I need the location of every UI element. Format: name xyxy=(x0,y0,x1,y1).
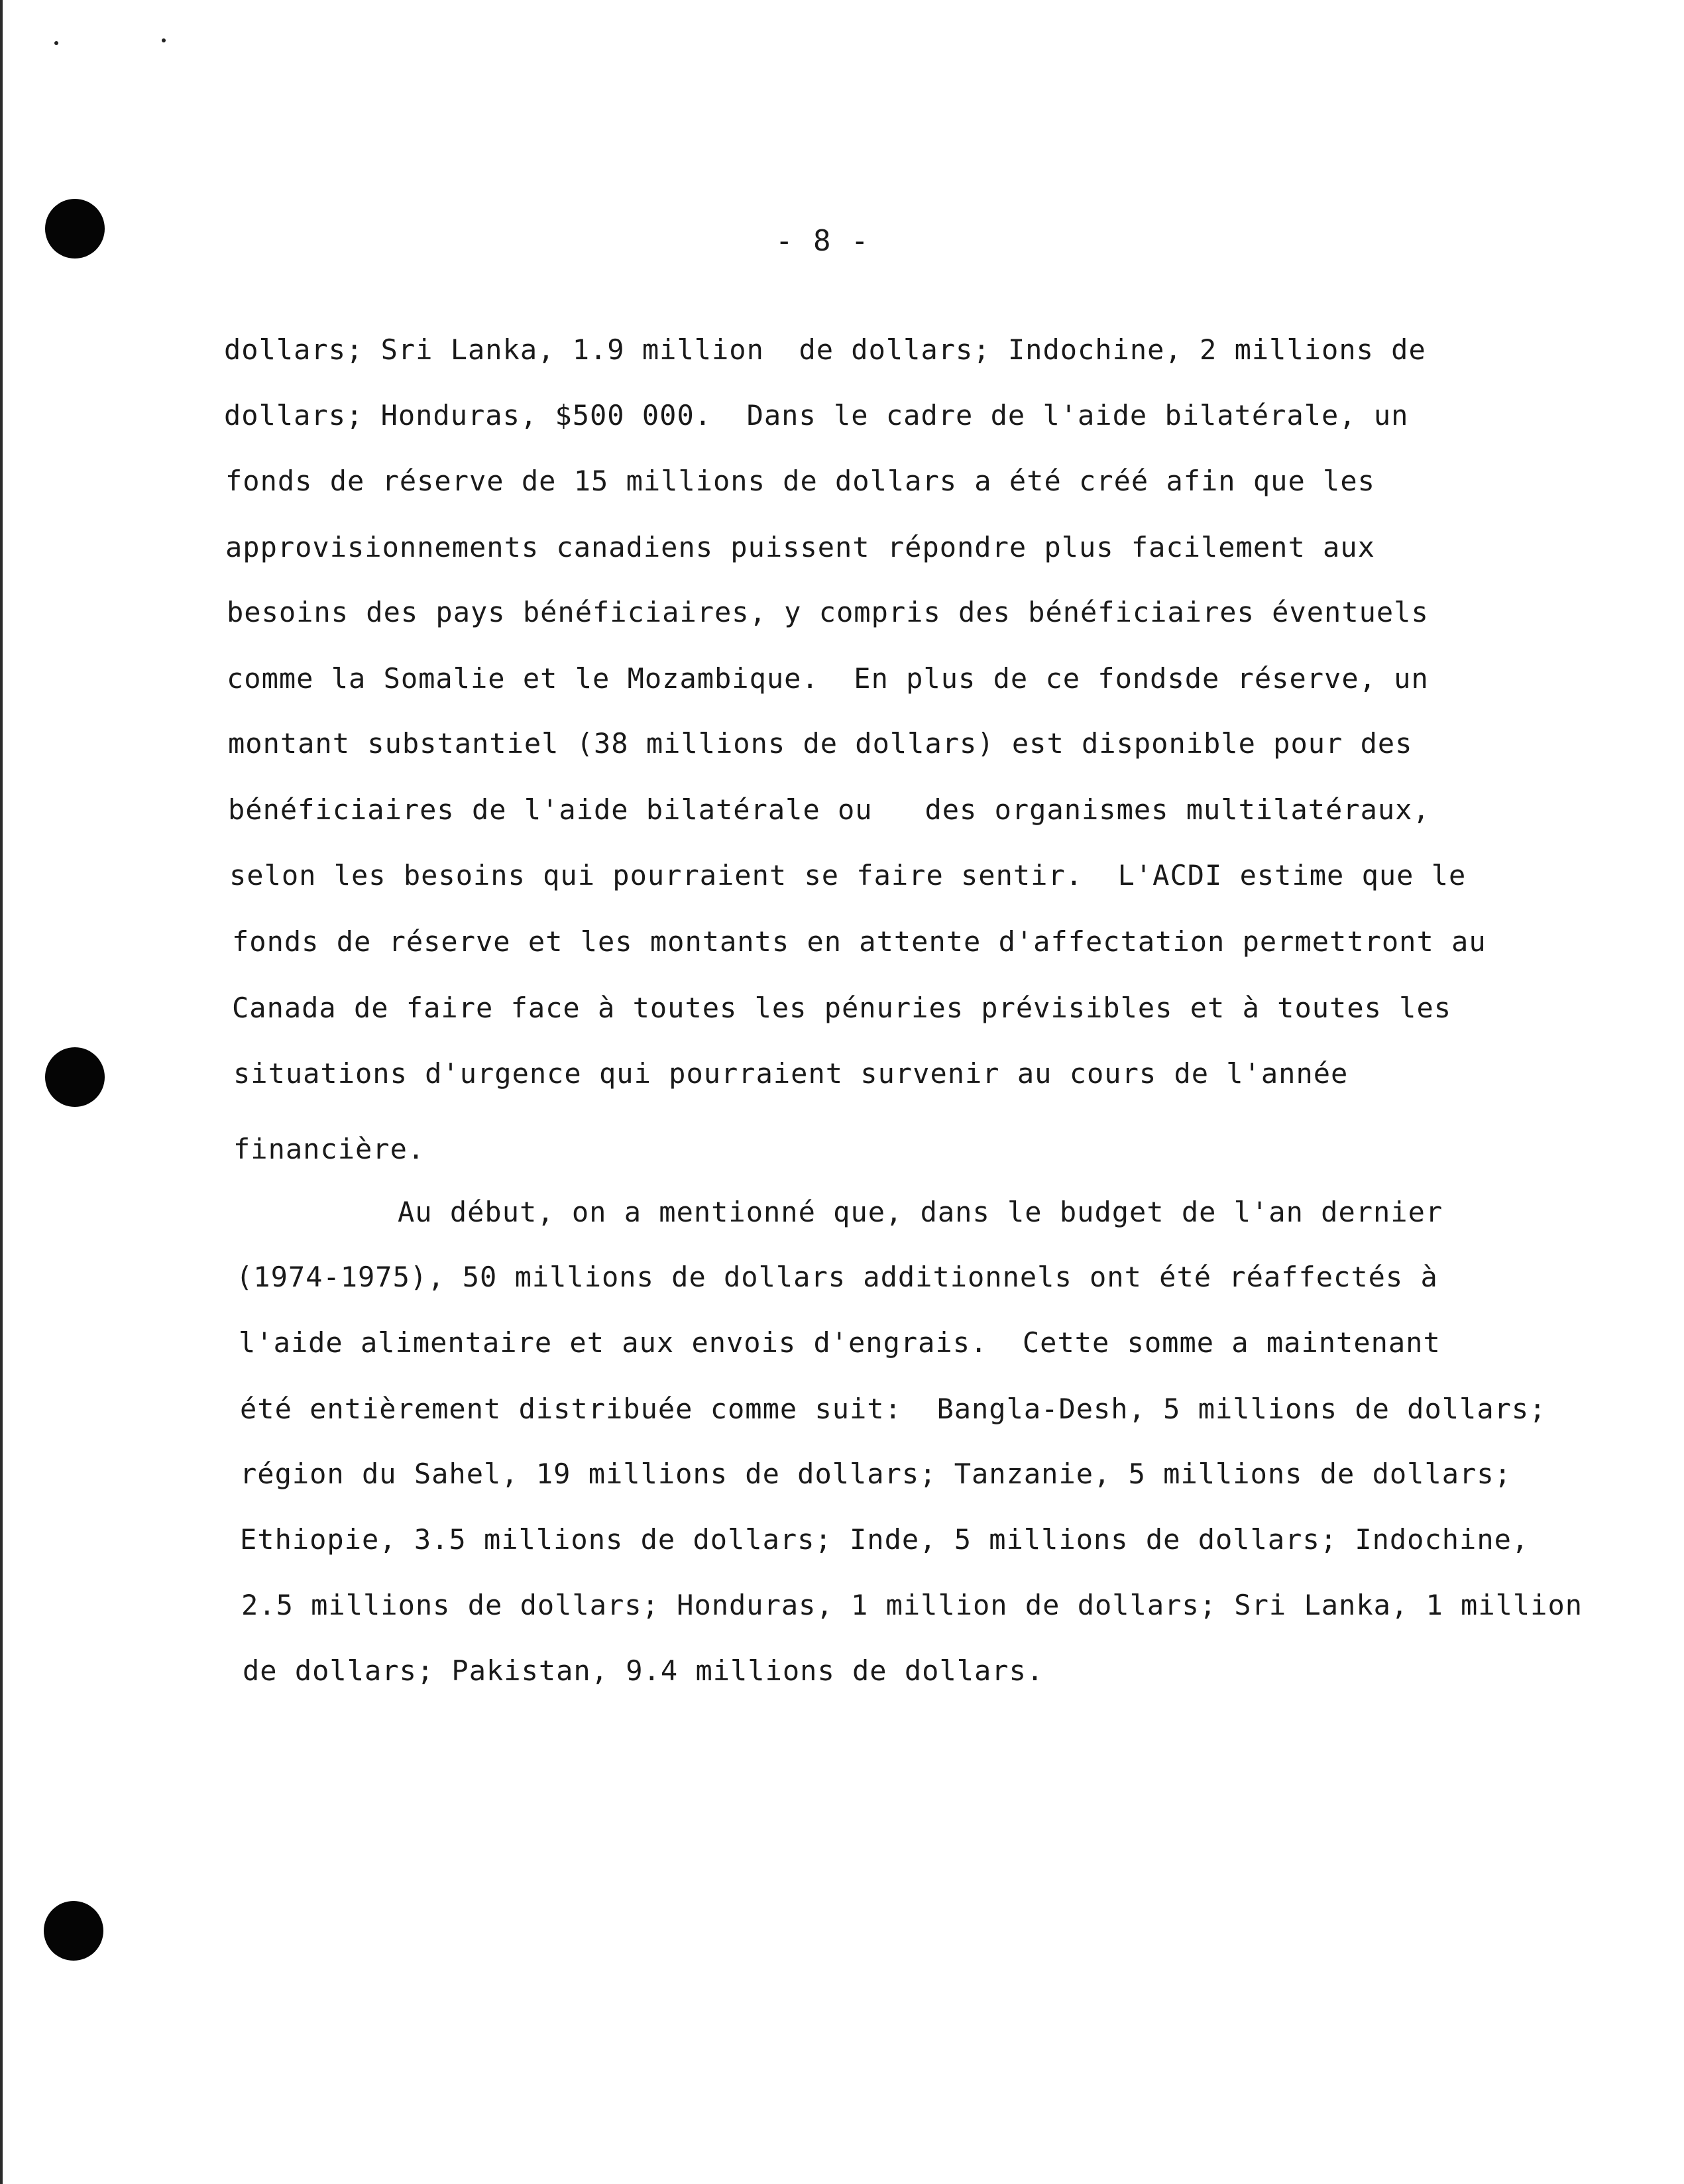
text-line: approvisionnements canadiens puissent répondre plus facilement aux xyxy=(225,531,1375,563)
text-line: comme la Somalie et le Mozambique. En plus de ce fondsde réserve, un xyxy=(227,662,1429,695)
text-line: situations d'urgence qui pourraient survenir au cours de l'année xyxy=(233,1057,1349,1090)
text-line: Ethiopie, 3.5 millions de dollars; Inde, 5 millions de dollars; Indochine, xyxy=(240,1523,1530,1556)
text-line: l'aide alimentaire et aux envois d'engrais. Cette somme a maintenant xyxy=(239,1326,1441,1359)
text-line: bénéficiaires de l'aide bilatérale ou des organismes multilatéraux, xyxy=(228,793,1430,826)
text-line: dollars; Honduras, $500 000. Dans le cadre de l'aide bilatérale, un xyxy=(224,399,1409,431)
text-line: selon les besoins qui pourraient se faire sentir. L'ACDI estime que le xyxy=(229,859,1467,891)
text-line: fonds de réserve de 15 millions de dollars a été créé afin que les xyxy=(225,465,1375,497)
punch-hole-middle xyxy=(45,1047,105,1107)
punch-hole-bottom xyxy=(44,1901,103,1961)
text-line: montant substantiel (38 millions de dollars) est disponible pour des xyxy=(228,727,1413,760)
text-line: de dollars; Pakistan, 9.4 millions de dollars. xyxy=(243,1654,1044,1687)
punch-hole-top xyxy=(45,199,105,259)
text-line: (1974-1975), 50 millions de dollars additionnels ont été réaffectés à xyxy=(236,1261,1438,1293)
text-line: Au début, on a mentionné que, dans le budget de l'an dernier xyxy=(398,1196,1443,1228)
text-line: financière. xyxy=(233,1133,425,1165)
text-line: 2.5 millions de dollars; Honduras, 1 million de dollars; Sri Lanka, 1 million xyxy=(241,1589,1583,1621)
text-line: été entièrement distribuée comme suit: Bangla-Desh, 5 millions de dollars; xyxy=(240,1393,1547,1425)
scan-speck xyxy=(162,38,166,42)
text-line: fonds de réserve et les montants en attente d'affectation permettront au xyxy=(232,925,1487,958)
page-edge xyxy=(0,0,3,2184)
text-line: dollars; Sri Lanka, 1.9 million de dollars; Indochine, 2 millions de xyxy=(224,333,1426,366)
page-number: - 8 - xyxy=(775,224,870,258)
text-line: besoins des pays bénéficiaires, y compris des bénéficiaires éventuels xyxy=(227,596,1429,628)
text-line: Canada de faire face à toutes les pénuries prévisibles et à toutes les xyxy=(232,992,1452,1024)
text-line: région du Sahel, 19 millions de dollars; Tanzanie, 5 millions de dollars; xyxy=(240,1458,1512,1490)
scan-speck xyxy=(54,41,58,45)
